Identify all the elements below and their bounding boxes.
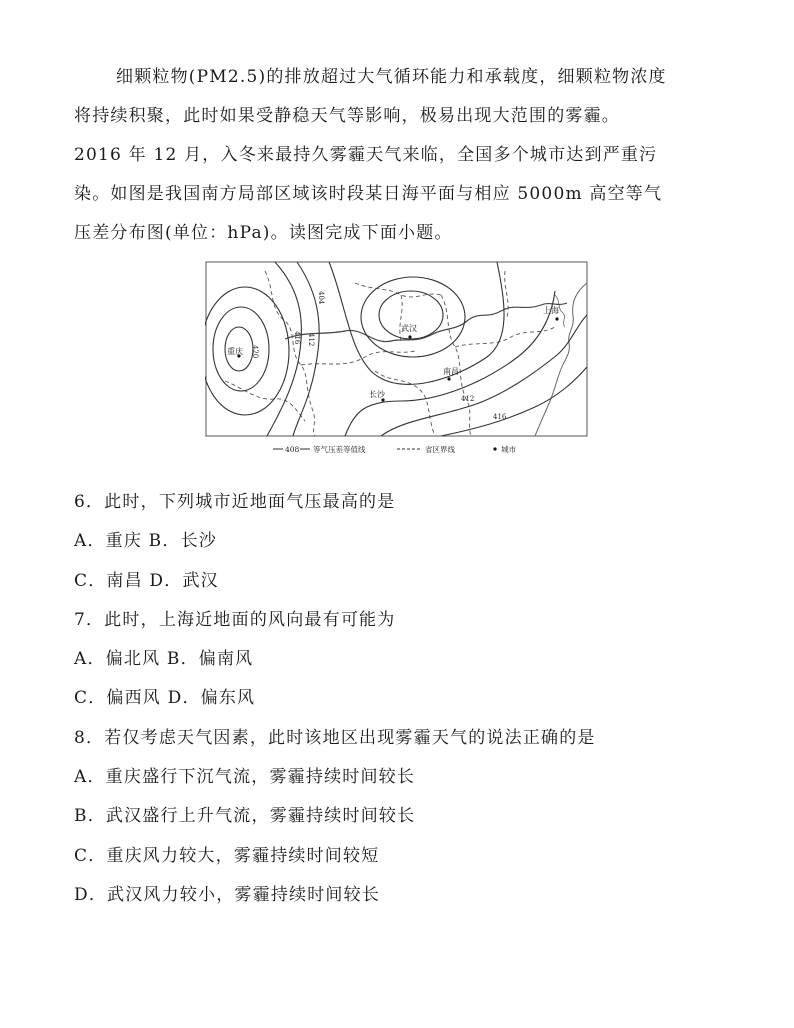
question-7-stem: 7．此时，上海近地面的风向最有可能为 <box>74 609 396 630</box>
question-8-option-c: C．重庆风力较大，雾霾持续时间较短 <box>74 845 380 866</box>
city-wuhan: 武汉 <box>401 324 417 333</box>
contour-label-412-left: 412 <box>307 333 315 347</box>
question-8-option-d: D．武汉风力较小，雾霾持续时间较长 <box>74 884 381 905</box>
city-dot-shanghai <box>555 317 558 320</box>
legend-contour-text: 等气压差等值线 <box>313 445 366 454</box>
contour-label-420: 420 <box>251 345 259 359</box>
questions <box>74 483 734 915</box>
question-6-options-cd: C．南昌 D．武汉 <box>74 570 219 591</box>
contour-label-412: 412 <box>461 395 475 403</box>
intro-paragraph <box>74 58 734 253</box>
legend-contour-value: 408 <box>285 445 300 454</box>
city-shanghai: 上海 <box>543 306 559 315</box>
contour-label-416-left: 416 <box>293 331 301 345</box>
city-chongqing: 重庆 <box>227 347 243 356</box>
contour-label-416: 416 <box>493 413 507 421</box>
city-nanchang: 南昌 <box>443 367 459 376</box>
question-6-stem: 6．此时，下列城市近地面气压最高的是 <box>74 492 396 512</box>
city-dot-wuhan <box>408 335 411 338</box>
intro-line-2: 将持续积聚，此时如果受静稳天气等影响，极易出现大范围的雾霾。 <box>74 106 620 126</box>
intro-line-5: 压差分布图(单位：hPa)。读图完成下面小题。 <box>74 223 453 243</box>
legend-city-text: 城市 <box>501 445 516 454</box>
intro-line-3: 2016 年 12 月，入冬来最持久雾霾天气来临，全国多个城市达到严重污 <box>74 145 658 165</box>
question-7-options-cd: C．偏西风 D．偏东风 <box>74 688 256 709</box>
legend-boundary-text: 省区界线 <box>425 445 455 454</box>
city-changsha: 长沙 <box>369 390 385 399</box>
map-legend <box>273 444 516 454</box>
question-8-option-a: A．重庆盛行下沉气流，雾霾持续时间较长 <box>74 767 416 788</box>
intro-line-1: 细颗粒物(PM2.5)的排放超过大气循环能力和承载度，细颗粒物浓度 <box>116 67 667 87</box>
question-8-stem: 8．若仅考虑天气因素，此时该地区出现雾霾天气的说法正确的是 <box>74 727 596 748</box>
city-dot-nanchang <box>447 377 450 380</box>
pressure-difference-map <box>205 261 588 457</box>
question-6-options-ab: A．重庆 B．长沙 <box>74 531 217 552</box>
question-8-option-b: B．武汉盛行上升气流，雾霾持续时间较长 <box>74 806 416 827</box>
intro-line-4: 染。如图是我国南方局部区域该时段某日海平面与相应 5000m 高空等气 <box>74 184 663 204</box>
contour-label-404: 404 <box>317 291 325 305</box>
question-7-options-ab: A．偏北风 B．偏南风 <box>74 649 254 670</box>
